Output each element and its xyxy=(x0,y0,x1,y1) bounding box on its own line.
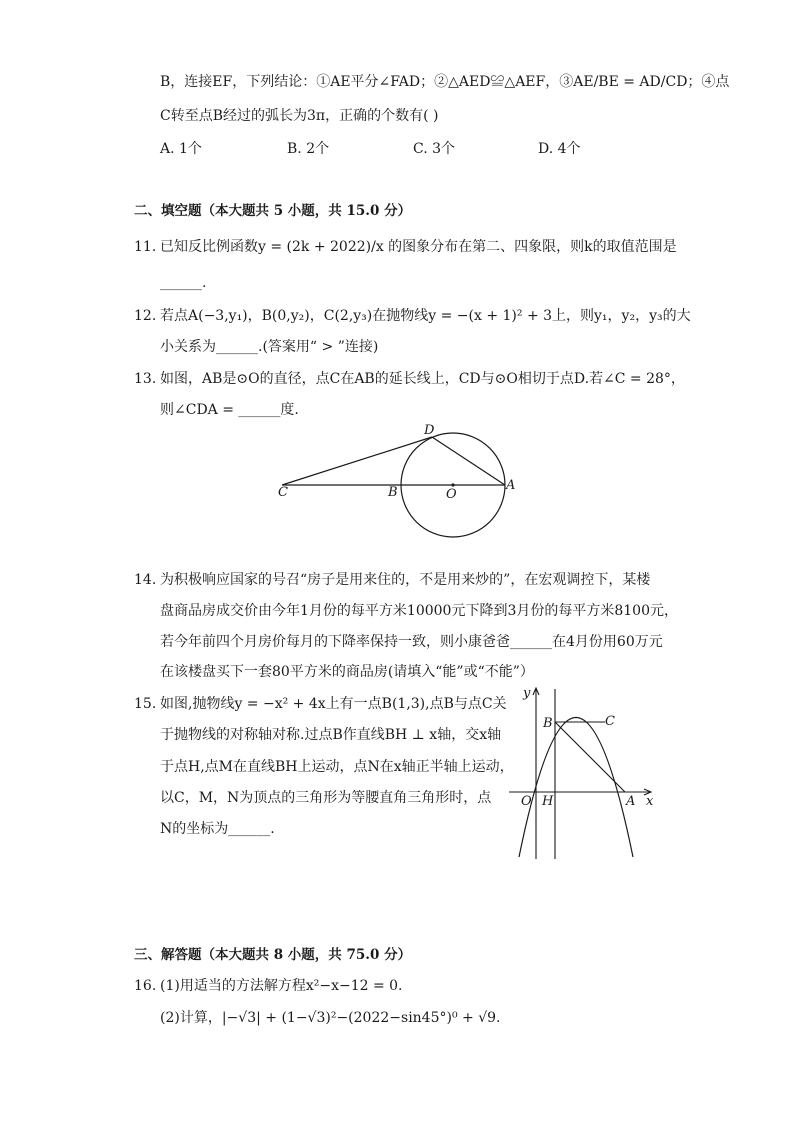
q11-number: 11. xyxy=(134,239,157,255)
q10-line2: C转至点B经过的弧长为3π，正确的个数有( ) xyxy=(160,108,439,124)
q14-line2: 盘商品房成交价由今年1月份的每平方米10000元下降到3月份的每平方米8100元， xyxy=(160,603,678,619)
label-o: O xyxy=(521,794,532,809)
q14-line1: 为积极响应国家的号召“房子是用来住的，不是用来炒的”，在宏观调控下，某楼 xyxy=(160,572,651,588)
label-a: A xyxy=(506,478,516,493)
section-3-title: 三、解答题（本大题共 8 小题，共 75.0 分） xyxy=(134,947,412,963)
q16-line2: (2)计算，|−√3| + (1−√3)²−(2022−sin45°)⁰ + √9. xyxy=(160,1010,501,1026)
q15-line2: 于抛物线的对称轴对称.过点B作直线BH ⊥ x轴，交x轴 xyxy=(160,727,502,743)
label-c: C xyxy=(605,714,615,729)
q12-number: 12. xyxy=(134,308,157,324)
q15-line5: N的坐标为______. xyxy=(160,821,275,837)
q11-line1: 已知反比例函数y = (2k + 2022)/x 的图象分布在第二、四象限，则k的取值范围是 xyxy=(160,239,677,255)
q15-line1: 如图,抛物线y = −x² + 4x上有一点B(1,3),点B与点C关 xyxy=(160,696,507,712)
line-cd xyxy=(282,437,432,485)
label-a: A xyxy=(626,794,636,809)
label-d: D xyxy=(424,423,435,438)
label-b: B xyxy=(543,716,553,731)
label-o: O xyxy=(446,487,457,502)
q14-line3: 若今年前四个月房价每月的下降率保持一致，则小康爸爸______在4月份用60万元 xyxy=(160,634,663,650)
q16-number: 16. xyxy=(134,978,157,994)
label-x: x xyxy=(646,794,654,809)
q15-line3: 于点H,点M在直线BH上运动，点N在x轴正半轴上运动， xyxy=(160,759,514,775)
q16-line1: (1)用适当的方法解方程x²−x−12 = 0. xyxy=(160,978,403,994)
label-b: B xyxy=(388,485,398,500)
q10-option-b: B. 2个 xyxy=(287,141,330,157)
label-c: C xyxy=(278,485,288,500)
line-da xyxy=(432,437,505,485)
q12-line2: 小关系为______.(答案用“ > ”连接) xyxy=(160,339,379,355)
label-y: y xyxy=(523,686,531,701)
q10-line1: B，连接EF，下列结论：①AE平分∠FAD；②△AED≌△AEF，③AE/BE = AD/CD；④点 xyxy=(160,74,730,90)
q12-line1: 若点A(−3,y₁)，B(0,y₂)，C(2,y₃)在抛物线y = −(x + 1)² + 3上，则y₁，y₂，y₃的大 xyxy=(160,308,691,324)
segment-ba xyxy=(555,722,625,792)
label-h: H xyxy=(542,794,554,809)
q15-number: 15. xyxy=(134,696,157,712)
q11-line2: ______. xyxy=(160,275,207,291)
q15-line4: 以C，M，N为顶点的三角形为等腰直角三角形时，点 xyxy=(160,790,492,806)
q13-line1: 如图，AB是⊙O的直径，点C在AB的延长线上，CD与⊙O相切于点D.若∠C = 28°， xyxy=(160,371,685,387)
q14-number: 14. xyxy=(134,572,157,588)
q13-circle-figure xyxy=(270,415,530,540)
q15-parabola-figure xyxy=(505,683,665,863)
q14-line4: 在该楼盘买下一套80平方米的商品房(请填入“能”或“不能”） xyxy=(160,664,534,680)
q13-line2: 则∠CDA = ______度. xyxy=(160,402,299,418)
section-2-title: 二、填空题（本大题共 5 小题，共 15.0 分） xyxy=(134,203,412,219)
q10-option-a: A. 1个 xyxy=(160,141,202,157)
q10-option-c: C. 3个 xyxy=(413,141,456,157)
q13-number: 13. xyxy=(134,371,157,387)
q10-option-d: D. 4个 xyxy=(538,141,581,157)
